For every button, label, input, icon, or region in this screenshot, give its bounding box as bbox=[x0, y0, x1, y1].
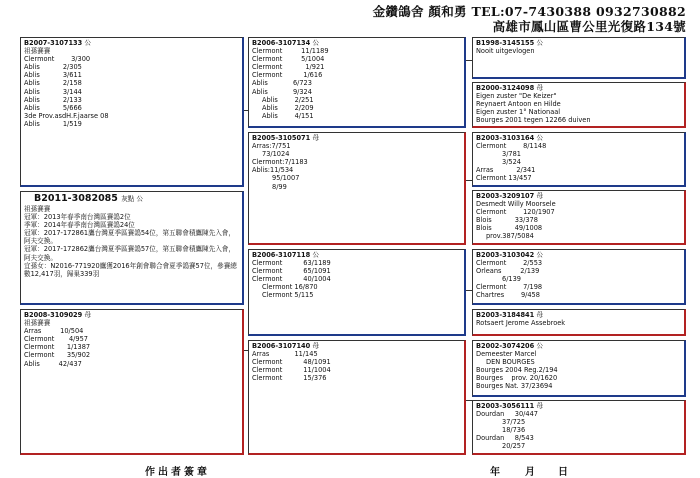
date-month-label: 月 bbox=[525, 467, 538, 478]
pigeon-box-dam-sire bbox=[248, 249, 466, 336]
ring-number: B2007-3107133 公 bbox=[24, 39, 92, 47]
pigeon-box-sds bbox=[472, 132, 686, 187]
race-result-line: Bourges 2001 tegen 12266 duiven bbox=[476, 116, 591, 125]
pigeon-box-dsd bbox=[472, 309, 686, 336]
main-line: 宜孫女：N2016-771920鷹獲2016年創會聯合會夏季鴿賽57位，參賽總數12,417羽，歸巢339羽 bbox=[24, 261, 237, 278]
race-result-line: Clermont 48/1091 bbox=[252, 358, 331, 367]
race-result-line: Clermont 120/1907 bbox=[476, 208, 555, 217]
race-result-line: Clermont 40/1004 bbox=[252, 275, 331, 284]
main-line: 冠軍：2013年春季南台灣區賽鴿2位 bbox=[24, 213, 131, 222]
race-result-line: Ablis 2/158 bbox=[24, 79, 82, 88]
race-result-line: Clermont 65/1091 bbox=[252, 267, 331, 276]
race-result-line: Eigen zuster "De Keizer" bbox=[476, 92, 557, 101]
race-result-line: Ablis 2/209 bbox=[262, 103, 314, 112]
race-result-line: Clermont 2/553 bbox=[476, 259, 543, 268]
race-result-line: Clermont 1/616 bbox=[252, 71, 323, 80]
race-result-line: Ablis:11/534 bbox=[252, 166, 294, 175]
ring-number: B2003-3209107 母 bbox=[476, 192, 544, 200]
race-result-line: Clermont 11/1189 bbox=[252, 47, 329, 56]
race-result-line: Ablis 3/144 bbox=[24, 87, 82, 96]
race-result-line: Ablis 3/611 bbox=[24, 71, 82, 80]
race-result-line: Reynaert Antoon en Hilde bbox=[476, 100, 561, 109]
pigeon-box-dds bbox=[472, 340, 686, 397]
race-result-line: prov.387/5084 bbox=[486, 232, 534, 241]
ring-number: B2003-3103164 公 bbox=[476, 134, 544, 142]
date-year-label: 年 bbox=[490, 467, 503, 478]
race-result-line: Bourges Nat. 37/23694 bbox=[476, 382, 553, 391]
race-result-line: Ablis 6/723 bbox=[252, 79, 312, 88]
race-result-line: Clermont 7/198 bbox=[476, 283, 543, 292]
race-result-line: Clermont 13/457 bbox=[476, 174, 532, 183]
race-result-line: Arras 11/145 bbox=[252, 350, 318, 359]
race-result-line: Rotsaert Jerome Assebroek bbox=[476, 319, 566, 328]
pigeon-box-sss bbox=[472, 37, 686, 79]
race-result-line: Eigen zuster 1° Nationaal bbox=[476, 108, 561, 117]
race-result-line: Ablis 2/133 bbox=[24, 95, 82, 104]
race-result-line: Ablis 1/519 bbox=[24, 119, 82, 128]
race-result-line: Clermont 8/1148 bbox=[476, 142, 547, 151]
race-result-line: 73/1024 bbox=[262, 150, 290, 159]
pigeon-box-ddd bbox=[472, 400, 686, 455]
ring-number: B2005-3105071 母 bbox=[252, 134, 320, 142]
race-result-line: Clermont 5/1004 bbox=[252, 55, 325, 64]
race-result-line: Arras:7/751 bbox=[252, 142, 291, 151]
race-result-line: Arras 2/341 bbox=[476, 166, 536, 175]
race-result-line: Ablis 5/666 bbox=[24, 103, 82, 112]
pigeon-box-sire-dam bbox=[248, 132, 466, 245]
main-pigeon-ring: B2011-3082085 灰點 公 bbox=[34, 193, 144, 204]
race-result-line: 祖孫賽賽 bbox=[24, 319, 51, 328]
ring-number: B2006-3107140 母 bbox=[252, 342, 320, 350]
race-result-line: Clermont 1/1387 bbox=[24, 343, 91, 352]
race-result-line: Nooit uitgevlogen bbox=[476, 47, 535, 56]
race-result-line: 3/781 bbox=[502, 150, 522, 159]
signature-label: 作出者簽章 bbox=[145, 467, 210, 478]
race-result-line: Desmedt Willy Moorsele bbox=[476, 200, 556, 209]
race-result-line: Arras 10/504 bbox=[24, 327, 84, 336]
race-result-line: Clermont 4/957 bbox=[24, 335, 88, 344]
race-result-line: 37/725 bbox=[502, 418, 526, 427]
main-line: 季軍：2014年春季南台灣區賽鴿24位 bbox=[24, 221, 135, 230]
ring-number: B2006-3107134 公 bbox=[252, 39, 320, 47]
race-result-line: 6/139 bbox=[502, 275, 522, 284]
race-result-line: Demeester Marcel bbox=[476, 350, 537, 359]
race-result-line: Clermont 15/376 bbox=[252, 374, 327, 383]
race-result-line: Ablis 42/437 bbox=[24, 359, 82, 368]
race-result-line: Ablis 2/305 bbox=[24, 63, 82, 72]
race-result-line: 3/524 bbox=[502, 158, 522, 167]
race-result-line: Clermont 63/1189 bbox=[252, 259, 331, 268]
ring-number: B2003-3184841 母 bbox=[476, 311, 544, 319]
race-result-line: Clermont:7/1183 bbox=[252, 158, 308, 167]
ring-number: B2003-3103042 公 bbox=[476, 251, 544, 259]
race-result-line: DEN BOURGES bbox=[486, 358, 535, 367]
ring-number: B2003-3056111 母 bbox=[476, 402, 544, 410]
race-result-line: Chartres 9/458 bbox=[476, 291, 540, 300]
race-result-line: Clermont 3/300 bbox=[24, 55, 91, 64]
race-result-line: Clermont 35/902 bbox=[24, 351, 91, 360]
header-loft-contact: 金鑽鴿舍 顏和勇 TEL:07-7430388 0932730882 bbox=[372, 4, 686, 19]
race-result-line: 95/1007 bbox=[272, 174, 300, 183]
race-result-line: 8/99 bbox=[272, 182, 287, 191]
pigeon-box-sdd bbox=[472, 190, 686, 245]
race-result-line: Dourdan 8/543 bbox=[476, 434, 534, 443]
main-line: 冠軍：2017-172861鷹台灣夏季區賽鴿54位，第五聯會積鷹陳先入會，阿夫交換。 bbox=[24, 229, 235, 246]
header-address: 高雄市鳳山區曹公里光復路134號 bbox=[492, 19, 686, 34]
race-result-line: Dourdan 30/447 bbox=[476, 410, 538, 419]
race-result-line: Ablis 2/251 bbox=[262, 95, 314, 104]
ring-number: B2000-3124098 母 bbox=[476, 84, 544, 92]
ring-number: B2002-3074206 公 bbox=[476, 342, 544, 350]
ring-number: B1998-3145155 公 bbox=[476, 39, 544, 47]
pigeon-box-dam bbox=[20, 309, 244, 455]
race-result-line: Ablis 4/151 bbox=[262, 111, 314, 120]
pigeon-box-dam-dam bbox=[248, 340, 466, 455]
race-result-line: Clermont 16/870 bbox=[262, 283, 318, 292]
pigeon-box-main bbox=[20, 191, 244, 305]
race-result-line: 祖孫賽賽 bbox=[24, 47, 51, 56]
race-result-line: 3de Prov.asdH.F.jaarse 08 bbox=[24, 111, 109, 120]
race-result-line: 20/257 bbox=[502, 442, 526, 451]
race-result-line: Clermont 1/921 bbox=[252, 63, 325, 72]
race-result-line: Blois 49/1008 bbox=[476, 224, 543, 233]
race-result-line: Bourges 2004 Reg.2/194 bbox=[476, 366, 558, 375]
main-line: 冠軍：2017-172862鷹台灣夏季區賽鴿57位，第五聯會積鷹陳先入會，阿夫交換。 bbox=[24, 245, 235, 262]
race-result-line: Orleans 2/139 bbox=[476, 267, 540, 276]
pigeon-box-sire-sire bbox=[248, 37, 466, 128]
race-result-line: Clermont 5/115 bbox=[262, 291, 314, 300]
ring-number: B2006-3107118 公 bbox=[252, 251, 320, 259]
pigeon-box-sire bbox=[20, 37, 244, 187]
race-result-line: 18/736 bbox=[502, 426, 526, 435]
race-result-line: Clermont 11/1004 bbox=[252, 366, 331, 375]
date-day-label: 日 bbox=[558, 467, 571, 478]
race-result-line: Ablis 9/324 bbox=[252, 87, 312, 96]
main-line: 祖孫賽賽 bbox=[24, 205, 51, 213]
pigeon-box-ssd bbox=[472, 82, 686, 128]
race-result-line: Blois 33/378 bbox=[476, 216, 538, 225]
ring-number: B2008-3109029 母 bbox=[24, 311, 92, 319]
pigeon-box-dss bbox=[472, 249, 686, 305]
race-result-line: Bourges prov. 20/1620 bbox=[476, 374, 558, 383]
